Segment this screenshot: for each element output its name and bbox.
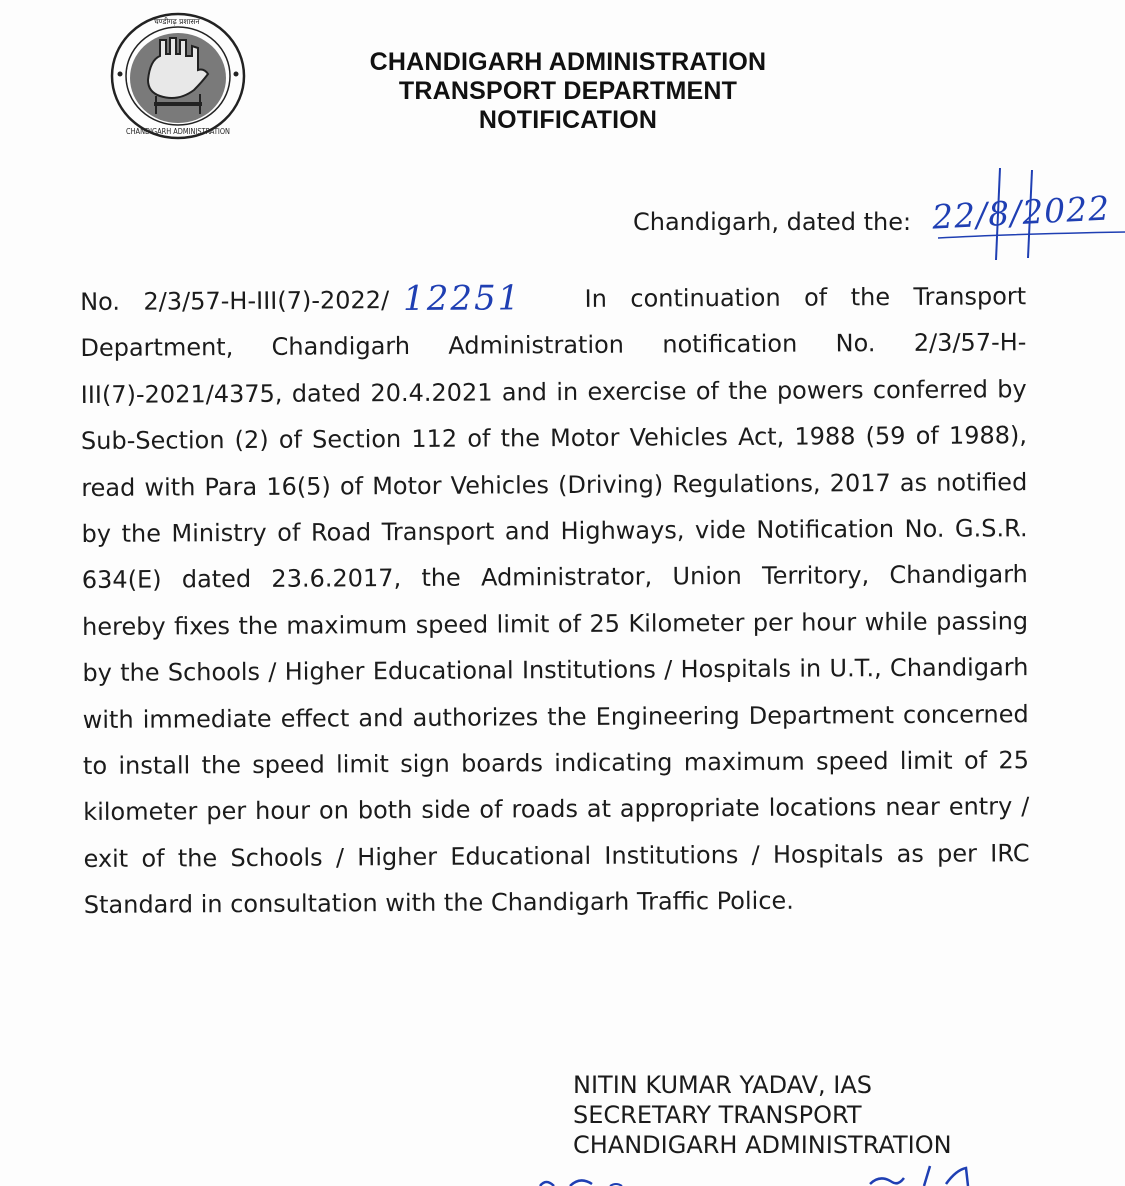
- signatory-office: CHANDIGARH ADMINISTRATION: [573, 1131, 952, 1159]
- header-administration: CHANDIGARH ADMINISTRATION: [369, 48, 767, 76]
- notification-body: [80, 272, 1030, 928]
- signatory-name: NITIN KUMAR YADAV, IAS: [573, 1071, 873, 1099]
- body-paragraph: In continuation of the Transport Department, Chandigarh Administration notification No. 2/3/57-H-III(7)-2021/4375, dated 20.4.2021 and in exercise of the powers conferred by Sub-Section (2) of Section 112 of the Motor Vehicles Act, 1988 (59 of 1988), read with Para 16(5) of Motor Vehicles (Driving) Regulations, 2017 as notified by the Ministry of Road Transport and Highways, vide Notification No. G.S.R. 634(E) dated 23.6.2017, the Administrator, Union Territory, Chandigarh hereby fixes the maximum speed limit of 25 Kilometer per hour while passing by the Schools / Higher Educational Institutions / Hospitals in U.T., Chandigarh with immediate effect and authorizes the Engineering Department concerned to install the speed limit sign boards indicating maximum speed limit of 25 kilometer per hour on both side of roads at appropriate locations near entry / exit of the Schools / Higher Educational Institutions / Hospitals as per IRC Standard in consultation with the Chandigarh Traffic Police.: [80, 282, 1030, 920]
- handwritten-notification-number: 12251: [402, 278, 522, 320]
- header-department: TRANSPORT DEPARTMENT: [398, 77, 738, 105]
- dated-label: Chandigarh, dated the:: [633, 208, 912, 236]
- signature-block: [573, 1070, 952, 1160]
- seal-text-bottom: CHANDIGARH ADMINISTRATION: [126, 127, 230, 136]
- handwritten-date: 22/8/2022: [931, 188, 1112, 237]
- signatory-designation: SECRETARY TRANSPORT: [573, 1101, 862, 1129]
- handwritten-ink-fragment: [500, 1160, 1020, 1186]
- notification-number-label: No. 2/3/57-H-III(7)-2022/: [80, 286, 390, 316]
- chandigarh-administration-seal: [108, 10, 248, 142]
- seal-text-top: चण्डीगढ़ प्रशासन: [154, 17, 200, 26]
- document-header: [318, 48, 818, 135]
- header-notification: NOTIFICATION: [478, 106, 658, 134]
